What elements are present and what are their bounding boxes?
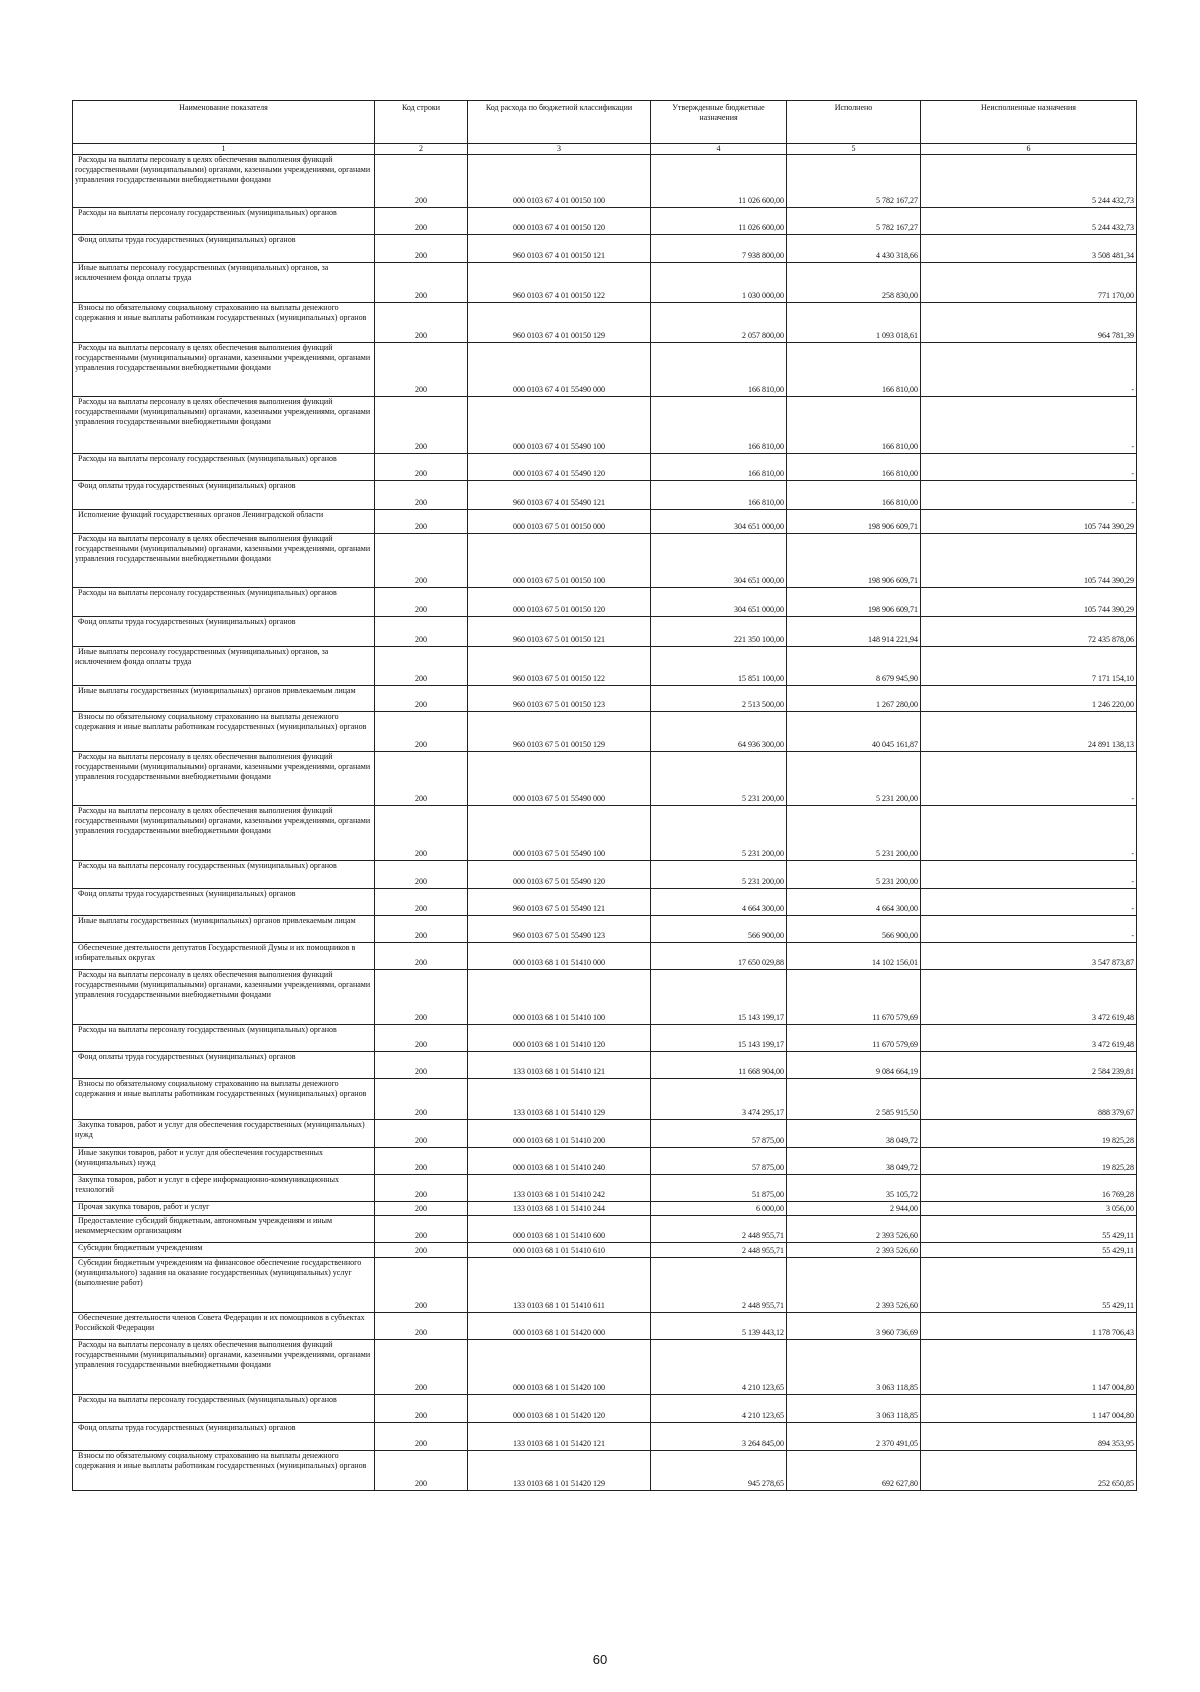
row-executed: 2 585 915,50 [787,1079,921,1120]
row-executed: 1 267 280,00 [787,686,921,712]
table-row [73,1202,1137,1216]
row-name: Расходы на выплаты персоналу государственных (муниципальных) органов [73,588,375,617]
row-name: Фонд оплаты труда государственных (муниципальных) органов [73,617,375,647]
row-line-code: 200 [375,235,468,263]
row-budget-code: 000 0103 67 5 01 55490 100 [468,806,651,861]
row-name: Расходы на выплаты персоналу в целях обеспечения выполнения функций государственными (муниципальными) органами, казенными учреждениями, органами управления государственными внебюджетными фондами [73,343,375,397]
row-unexecuted: - [921,806,1137,861]
row-budget-code: 000 0103 68 1 01 51420 120 [468,1395,651,1423]
row-line-code: 200 [375,208,468,235]
row-name: Расходы на выплаты персоналу в целях обеспечения выполнения функций государственными (муниципальными) органами, казенными учреждениями, органами управления государственными внебюджетными фондами [73,1340,375,1395]
row-line-code: 200 [375,1451,468,1491]
row-executed: 2 370 491,05 [787,1423,921,1451]
row-name: Расходы на выплаты персоналу государственных (муниципальных) органов [73,208,375,235]
row-executed: 166 810,00 [787,343,921,397]
row-unexecuted: 16 769,28 [921,1175,1137,1202]
row-unexecuted: 3 472 619,48 [921,1025,1137,1052]
row-executed: 3 960 736,69 [787,1313,921,1340]
table-row [73,1175,1137,1202]
row-approved: 57 875,00 [651,1120,787,1148]
row-approved: 57 875,00 [651,1148,787,1175]
row-budget-code: 000 0103 67 4 01 00150 100 [468,155,651,208]
row-executed: 166 810,00 [787,454,921,481]
row-approved: 5 139 443,12 [651,1313,787,1340]
row-unexecuted: 1 147 004,80 [921,1395,1137,1423]
row-executed: 38 049,72 [787,1148,921,1175]
row-executed: 5 782 167,27 [787,208,921,235]
row-budget-code: 133 0103 68 1 01 51410 244 [468,1202,651,1216]
row-name: Расходы на выплаты персоналу в целях обеспечения выполнения функций государственными (муниципальными) органами, казенными учреждениями, органами управления государственными внебюджетными фондами [73,534,375,588]
row-unexecuted: - [921,916,1137,943]
row-line-code: 200 [375,1175,468,1202]
table-row [73,303,1137,343]
row-budget-code: 000 0103 67 4 01 55490 100 [468,397,651,454]
row-approved: 166 810,00 [651,343,787,397]
row-unexecuted: - [921,397,1137,454]
row-executed: 4 430 318,66 [787,235,921,263]
row-budget-code: 000 0103 67 4 01 55490 000 [468,343,651,397]
table-row [73,806,1137,861]
row-name: Расходы на выплаты персоналу в целях обеспечения выполнения функций государственными (муниципальными) органами, казенными учреждениями, органами управления государственными внебюджетными фондами [73,806,375,861]
row-budget-code: 133 0103 68 1 01 51410 242 [468,1175,651,1202]
table-row [73,1313,1137,1340]
row-name: Иные выплаты государственных (муниципальных) органов привлекаемым лицам [73,916,375,943]
row-name: Расходы на выплаты персоналу государственных (муниципальных) органов [73,1025,375,1052]
row-approved: 7 938 800,00 [651,235,787,263]
row-approved: 15 143 199,17 [651,1025,787,1052]
row-name: Расходы на выплаты персоналу в целях обеспечения выполнения функций государственными (муниципальными) органами, казенными учреждениями, органами управления государственными внебюджетными фондами [73,970,375,1025]
table-row [73,1120,1137,1148]
row-unexecuted: - [921,889,1137,916]
row-unexecuted: - [921,481,1137,510]
row-approved: 566 900,00 [651,916,787,943]
row-executed: 3 063 118,85 [787,1340,921,1395]
row-name: Взносы по обязательному социальному страхованию на выплаты денежного содержания и иные выплаты работникам государственных (муниципальных) органов [73,712,375,752]
row-executed: 1 093 018,61 [787,303,921,343]
row-budget-code: 000 0103 68 1 01 51410 000 [468,943,651,970]
row-name: Прочая закупка товаров, работ и услуг [73,1202,375,1216]
row-line-code: 200 [375,1202,468,1216]
row-executed: 5 231 200,00 [787,861,921,889]
row-line-code: 200 [375,510,468,534]
table-row [73,1423,1137,1451]
row-unexecuted: 3 472 619,48 [921,970,1137,1025]
table-row [73,889,1137,916]
row-line-code: 200 [375,263,468,303]
table-row [73,1079,1137,1120]
column-number: 3 [468,144,651,155]
table-row [73,1148,1137,1175]
table-row [73,588,1137,617]
table-row [73,1395,1137,1423]
row-unexecuted: - [921,343,1137,397]
row-name: Иные выплаты персоналу государственных (муниципальных) органов, за исключением фонда оплаты труда [73,647,375,686]
row-approved: 945 278,65 [651,1451,787,1491]
table-row [73,1451,1137,1491]
row-executed: 38 049,72 [787,1120,921,1148]
row-approved: 166 810,00 [651,454,787,481]
row-unexecuted: - [921,861,1137,889]
row-unexecuted: 3 547 873,87 [921,943,1137,970]
row-name: Обеспечение деятельности членов Совета Федерации и их помощников в субъектах Российской Федерации [73,1313,375,1340]
row-unexecuted: 888 379,67 [921,1079,1137,1120]
row-unexecuted: 55 429,11 [921,1216,1137,1243]
row-approved: 5 231 200,00 [651,861,787,889]
row-executed: 2 944,00 [787,1202,921,1216]
row-name: Фонд оплаты труда государственных (муниципальных) органов [73,481,375,510]
row-budget-code: 000 0103 68 1 01 51410 240 [468,1148,651,1175]
row-budget-code: 000 0103 67 4 01 55490 120 [468,454,651,481]
row-budget-code: 960 0103 67 5 01 55490 121 [468,889,651,916]
row-approved: 2 057 800,00 [651,303,787,343]
row-line-code: 200 [375,1052,468,1079]
row-line-code: 200 [375,1216,468,1243]
row-approved: 4 210 123,65 [651,1395,787,1423]
row-executed: 14 102 156,01 [787,943,921,970]
row-budget-code: 133 0103 68 1 01 51420 121 [468,1423,651,1451]
row-line-code: 200 [375,1025,468,1052]
row-unexecuted: 19 825,28 [921,1148,1137,1175]
row-name: Иные выплаты персоналу государственных (муниципальных) органов, за исключением фонда оплаты труда [73,263,375,303]
row-executed: 2 393 526,60 [787,1258,921,1313]
row-approved: 1 030 000,00 [651,263,787,303]
row-budget-code: 960 0103 67 4 01 00150 122 [468,263,651,303]
row-approved: 2 448 955,71 [651,1243,787,1258]
row-unexecuted: 24 891 138,13 [921,712,1137,752]
row-name: Предоставление субсидий бюджетным, автономным учреждениям и иным некоммерческим организациям [73,1216,375,1243]
row-name: Фонд оплаты труда государственных (муниципальных) органов [73,235,375,263]
row-executed: 566 900,00 [787,916,921,943]
header-budget-code: Код расхода по бюджетной классификации [468,101,651,144]
row-unexecuted: 55 429,11 [921,1258,1137,1313]
row-approved: 3 474 295,17 [651,1079,787,1120]
row-unexecuted: 252 650,85 [921,1451,1137,1491]
row-unexecuted: 1 246 220,00 [921,686,1137,712]
row-unexecuted: 894 353,95 [921,1423,1137,1451]
row-executed: 4 664 300,00 [787,889,921,916]
row-line-code: 200 [375,712,468,752]
row-line-code: 200 [375,1243,468,1258]
row-budget-code: 133 0103 68 1 01 51410 611 [468,1258,651,1313]
row-budget-code: 960 0103 67 5 01 00150 121 [468,617,651,647]
row-line-code: 200 [375,397,468,454]
table-row [73,861,1137,889]
table-row [73,454,1137,481]
table-row [73,1025,1137,1052]
row-name: Закупка товаров, работ и услуг для обеспечения государственных (муниципальных) нужд [73,1120,375,1148]
row-unexecuted: - [921,454,1137,481]
row-budget-code: 000 0103 68 1 01 51420 100 [468,1340,651,1395]
row-unexecuted: 105 744 390,29 [921,510,1137,534]
row-line-code: 200 [375,303,468,343]
row-executed: 9 084 664,19 [787,1052,921,1079]
row-unexecuted: 72 435 878,06 [921,617,1137,647]
row-line-code: 200 [375,1423,468,1451]
row-approved: 2 513 500,00 [651,686,787,712]
table-row [73,752,1137,806]
table-row [73,1340,1137,1395]
row-name: Расходы на выплаты персоналу в целях обеспечения выполнения функций государственными (муниципальными) органами, казенными учреждениями, органами управления государственными внебюджетными фондами [73,155,375,208]
table-row [73,235,1137,263]
row-line-code: 200 [375,481,468,510]
row-unexecuted: 55 429,11 [921,1243,1137,1258]
row-name: Взносы по обязательному социальному страхованию на выплаты денежного содержания и иные выплаты работникам государственных (муниципальных) органов [73,1451,375,1491]
row-unexecuted: 7 171 154,10 [921,647,1137,686]
row-executed: 5 231 200,00 [787,752,921,806]
row-executed: 40 045 161,87 [787,712,921,752]
row-name: Фонд оплаты труда государственных (муниципальных) органов [73,1423,375,1451]
table-row [73,263,1137,303]
table-row [73,647,1137,686]
row-name: Расходы на выплаты персоналу государственных (муниципальных) органов [73,454,375,481]
row-name: Взносы по обязательному социальному страхованию на выплаты денежного содержания и иные выплаты работникам государственных (муниципальных) органов [73,1079,375,1120]
row-approved: 304 651 000,00 [651,534,787,588]
row-line-code: 200 [375,916,468,943]
row-name: Субсидии бюджетным учреждениям на финансовое обеспечение государственного (муниципального) задания на оказание государственных (муниципальных) услуг (выполнение работ) [73,1258,375,1313]
row-budget-code: 960 0103 67 5 01 00150 129 [468,712,651,752]
column-number: 2 [375,144,468,155]
header-unexecuted: Неисполненные назначения [921,101,1137,144]
row-approved: 4 664 300,00 [651,889,787,916]
page-number: 60 [592,1652,608,1667]
table-row [73,1258,1137,1313]
row-line-code: 200 [375,155,468,208]
row-executed: 166 810,00 [787,481,921,510]
row-line-code: 200 [375,1258,468,1313]
row-line-code: 200 [375,1148,468,1175]
row-unexecuted: 3 508 481,34 [921,235,1137,263]
row-approved: 166 810,00 [651,397,787,454]
column-number: 5 [787,144,921,155]
table-row [73,712,1137,752]
header-executed: Исполнено [787,101,921,144]
row-executed: 198 906 609,71 [787,534,921,588]
row-budget-code: 000 0103 67 5 01 55490 120 [468,861,651,889]
column-number-row [73,144,1137,155]
row-executed: 11 670 579,69 [787,1025,921,1052]
row-unexecuted: 1 147 004,80 [921,1340,1137,1395]
row-executed: 198 906 609,71 [787,510,921,534]
table-row [73,686,1137,712]
row-approved: 304 651 000,00 [651,510,787,534]
row-line-code: 200 [375,588,468,617]
row-approved: 5 231 200,00 [651,806,787,861]
row-budget-code: 000 0103 68 1 01 51410 600 [468,1216,651,1243]
row-line-code: 200 [375,686,468,712]
row-budget-code: 000 0103 67 5 01 00150 120 [468,588,651,617]
row-line-code: 200 [375,647,468,686]
row-line-code: 200 [375,861,468,889]
table-row [73,343,1137,397]
header-indicator-name: Наименование показателя [73,101,375,144]
row-line-code: 200 [375,1313,468,1340]
table-row [73,1243,1137,1258]
row-unexecuted: 5 244 432,73 [921,208,1137,235]
row-approved: 64 936 300,00 [651,712,787,752]
row-name: Расходы на выплаты персоналу в целях обеспечения выполнения функций государственными (муниципальными) органами, казенными учреждениями, органами управления государственными внебюджетными фондами [73,752,375,806]
row-line-code: 200 [375,889,468,916]
row-approved: 6 000,00 [651,1202,787,1216]
row-approved: 5 231 200,00 [651,752,787,806]
row-approved: 2 448 955,71 [651,1258,787,1313]
row-approved: 4 210 123,65 [651,1340,787,1395]
header-row [73,101,1137,144]
row-line-code: 200 [375,343,468,397]
row-executed: 198 906 609,71 [787,588,921,617]
row-budget-code: 133 0103 68 1 01 51410 129 [468,1079,651,1120]
row-unexecuted: 771 170,00 [921,263,1137,303]
row-budget-code: 000 0103 67 5 01 00150 000 [468,510,651,534]
column-number: 1 [73,144,375,155]
report-sheet [72,100,1136,1491]
table-row [73,1216,1137,1243]
table-row [73,617,1137,647]
row-approved: 3 264 845,00 [651,1423,787,1451]
table-row [73,970,1137,1025]
row-budget-code: 000 0103 68 1 01 51420 000 [468,1313,651,1340]
row-approved: 221 350 100,00 [651,617,787,647]
row-unexecuted: 105 744 390,29 [921,588,1137,617]
row-executed: 148 914 221,94 [787,617,921,647]
row-approved: 51 875,00 [651,1175,787,1202]
table-row [73,481,1137,510]
row-name: Закупка товаров, работ и услуг в сфере информационно-коммуникационных технологий [73,1175,375,1202]
table-row [73,916,1137,943]
row-line-code: 200 [375,454,468,481]
row-budget-code: 960 0103 67 4 01 00150 121 [468,235,651,263]
table-row [73,155,1137,208]
row-budget-code: 960 0103 67 5 01 55490 123 [468,916,651,943]
row-name: Фонд оплаты труда государственных (муниципальных) органов [73,889,375,916]
row-line-code: 200 [375,1395,468,1423]
row-unexecuted: 3 056,00 [921,1202,1137,1216]
row-executed: 166 810,00 [787,397,921,454]
row-executed: 5 782 167,27 [787,155,921,208]
row-budget-code: 960 0103 67 4 01 00150 129 [468,303,651,343]
row-name: Иные выплаты государственных (муниципальных) органов привлекаемым лицам [73,686,375,712]
row-approved: 15 851 100,00 [651,647,787,686]
row-approved: 11 026 600,00 [651,155,787,208]
row-name: Обеспечение деятельности депутатов Государственной Думы и их помощников в избирательных округах [73,943,375,970]
row-unexecuted: 964 781,39 [921,303,1137,343]
row-budget-code: 960 0103 67 4 01 55490 121 [468,481,651,510]
row-name: Иные закупки товаров, работ и услуг для обеспечения государственных (муниципальных) нужд [73,1148,375,1175]
row-approved: 17 650 029,88 [651,943,787,970]
row-executed: 258 830,00 [787,263,921,303]
row-name: Субсидии бюджетным учреждениям [73,1243,375,1258]
row-budget-code: 000 0103 68 1 01 51410 610 [468,1243,651,1258]
row-name: Расходы на выплаты персоналу государственных (муниципальных) органов [73,861,375,889]
row-executed: 2 393 526,60 [787,1216,921,1243]
table-row [73,534,1137,588]
row-executed: 3 063 118,85 [787,1395,921,1423]
table-row [73,397,1137,454]
row-budget-code: 133 0103 68 1 01 51410 121 [468,1052,651,1079]
row-executed: 11 670 579,69 [787,970,921,1025]
row-unexecuted: - [921,752,1137,806]
row-line-code: 200 [375,806,468,861]
column-number: 4 [651,144,787,155]
row-budget-code: 000 0103 68 1 01 51410 100 [468,970,651,1025]
row-line-code: 200 [375,970,468,1025]
row-approved: 304 651 000,00 [651,588,787,617]
row-line-code: 200 [375,1120,468,1148]
row-approved: 15 143 199,17 [651,970,787,1025]
row-line-code: 200 [375,1079,468,1120]
row-approved: 11 026 600,00 [651,208,787,235]
row-executed: 8 679 945,90 [787,647,921,686]
row-budget-code: 133 0103 68 1 01 51420 129 [468,1451,651,1491]
header-line-code: Код строки [375,101,468,144]
row-unexecuted: 105 744 390,29 [921,534,1137,588]
row-approved: 166 810,00 [651,481,787,510]
row-budget-code: 000 0103 67 5 01 55490 000 [468,752,651,806]
row-budget-code: 000 0103 68 1 01 51410 120 [468,1025,651,1052]
row-executed: 692 627,80 [787,1451,921,1491]
table-row [73,510,1137,534]
table-row [73,943,1137,970]
row-approved: 11 668 904,00 [651,1052,787,1079]
row-budget-code: 000 0103 67 5 01 00150 100 [468,534,651,588]
row-budget-code: 000 0103 67 4 01 00150 120 [468,208,651,235]
header-approved: Утвержденные бюджетные назначения [651,101,787,144]
row-unexecuted: 5 244 432,73 [921,155,1137,208]
row-name: Расходы на выплаты персоналу в целях обеспечения выполнения функций государственными (муниципальными) органами, казенными учреждениями, органами управления государственными внебюджетными фондами [73,397,375,454]
row-executed: 5 231 200,00 [787,806,921,861]
row-approved: 2 448 955,71 [651,1216,787,1243]
table-row [73,1052,1137,1079]
column-number: 6 [921,144,1137,155]
row-unexecuted: 1 178 706,43 [921,1313,1137,1340]
row-name: Взносы по обязательному социальному страхованию на выплаты денежного содержания и иные выплаты работникам государственных (муниципальных) органов [73,303,375,343]
row-unexecuted: 19 825,28 [921,1120,1137,1148]
row-executed: 2 393 526,60 [787,1243,921,1258]
row-name: Фонд оплаты труда государственных (муниципальных) органов [73,1052,375,1079]
row-budget-code: 960 0103 67 5 01 00150 123 [468,686,651,712]
row-unexecuted: 2 584 239,81 [921,1052,1137,1079]
row-budget-code: 000 0103 68 1 01 51410 200 [468,1120,651,1148]
row-name: Исполнение функций государственных органов Ленинградской области [73,510,375,534]
row-executed: 35 105,72 [787,1175,921,1202]
row-line-code: 200 [375,752,468,806]
expenses-table [72,100,1137,1491]
row-budget-code: 960 0103 67 5 01 00150 122 [468,647,651,686]
table-row [73,208,1137,235]
row-line-code: 200 [375,617,468,647]
row-line-code: 200 [375,943,468,970]
row-name: Расходы на выплаты персоналу государственных (муниципальных) органов [73,1395,375,1423]
row-line-code: 200 [375,534,468,588]
row-line-code: 200 [375,1340,468,1395]
table-body [73,155,1137,1491]
